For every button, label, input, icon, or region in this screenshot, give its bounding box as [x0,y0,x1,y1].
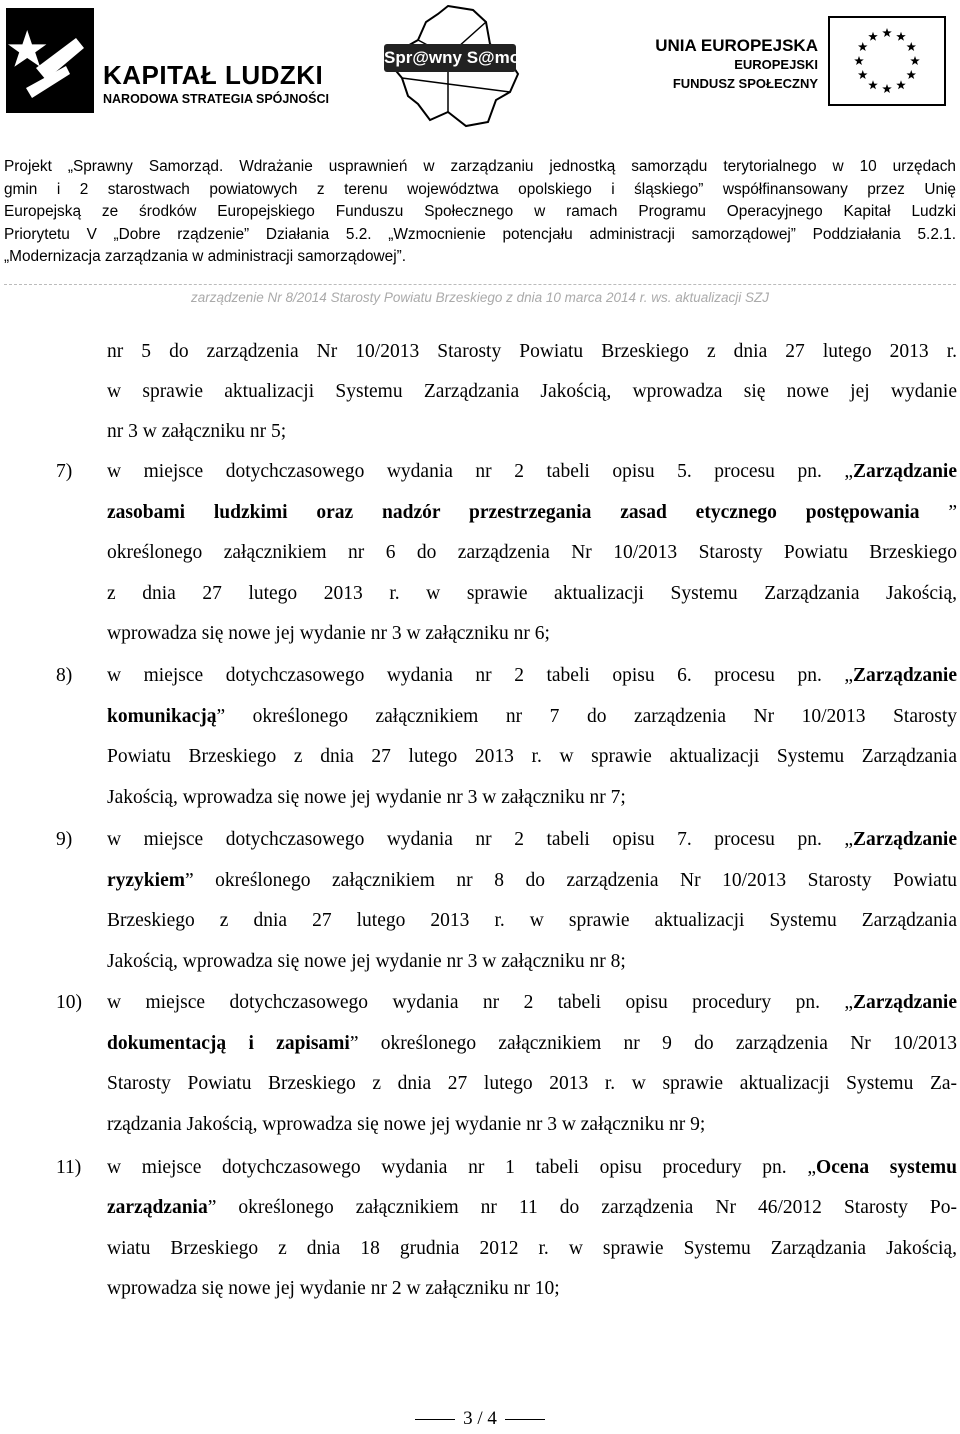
item-11-line-4: wprowadza się nowe jej wydanie nr 2 w załączniku nr 10; [107,1278,560,1299]
item-9-text-2: ” określonego załącznikiem nr 8 do zarządzenia Nr 10/2013 Starosty Powiatu [184,870,957,891]
item-11-bold: Ocena systemu [816,1157,957,1178]
item-7-line-2 [107,498,957,528]
item-7-bold: Zarządzanie [853,461,957,482]
project-line-4: Priorytetu V „Dobre rządzenie” Działania 5.2. „Wzmocnienie potencjału administracji samorządowej” Poddziałania 5.2.1. [4,225,956,243]
intro-line-2: w sprawie aktualizacji Systemu Zarządzania Jakością, wprowadza się nowe jej wydanie [107,381,957,402]
header-divider [4,284,956,285]
kapital-ludzki-title: KAPITAŁ LUDZKI [103,60,324,90]
project-line-5: „Modernizacja zarządzania w administracji samorządowej”. [4,248,407,265]
item-11-text: w miejsce dotychczasowego wydania nr 1 tabeli opisu procedury pn. „ [107,1157,817,1178]
eu-line1: UNIA EUROPEJSKA [655,36,818,55]
item-11-text-2: ” określonego załącznikiem nr 11 do zarządzenia Nr 46/2012 Starosty Po- [207,1197,957,1218]
intro-line-1: nr 5 do zarządzenia Nr 10/2013 Starosty Powiatu Brzeskiego z dnia 27 lutego 2013 r. [107,341,957,362]
header-logos [0,0,960,135]
item-11-line-3: wiatu Brzeskiego z dnia 18 grudnia 2012 r. w sprawie Systemu Zarządzania Jakością, [107,1238,957,1259]
project-description [4,156,956,269]
item-8-text: w miejsce dotychczasowego wydania nr 2 tabeli opisu 6. procesu pn. „ [107,665,854,686]
item-7-bold-2: zasobami ludzkimi oraz nadzór przestrzegania zasad etycznego postępowania [107,502,920,523]
item-9-bold-2: ryzykiem [107,870,185,891]
item-8-line-1 [107,661,957,691]
item-8-line-4: Jakością, wprowadza się nowe jej wydanie nr 3 w załączniku nr 7; [107,787,626,808]
kapital-ludzki-emblem-icon [6,8,94,113]
item-10-line-4: rządzania Jakością, wprowadza się nowe jej wydanie nr 3 w załączniku nr 9; [107,1114,706,1135]
intro-line-3: nr 3 w załączniku nr 5; [107,421,287,442]
item-10-line-1 [107,988,957,1018]
item-8-number: 8) [56,665,73,686]
page-footer [0,1408,960,1430]
item-9-text: w miejsce dotychczasowego wydania nr 2 tabeli opisu 7. procesu pn. „ [107,829,854,850]
eu-line2: EUROPEJSKI [734,57,818,72]
item-7-text: w miejsce dotychczasowego wydania nr 2 tabeli opisu 5. procesu pn. „ [107,461,854,482]
item-9-line-1 [107,825,957,855]
item-10-text-2: ” określonego załącznikiem nr 9 do zarządzenia Nr 10/2013 [349,1033,957,1054]
item-10-text: w miejsce dotychczasowego wydania nr 2 tabeli opisu procedury pn. „ [107,992,854,1013]
item-10-bold: Zarządzanie [853,992,957,1013]
item-10-line-2 [107,1029,957,1059]
eu-text-block [640,36,818,93]
item-9-line-2 [107,866,957,896]
item-8-bold: Zarządzanie [853,665,957,686]
item-8-line-3: Powiatu Brzeskiego z dnia 27 lutego 2013 r. w sprawie aktualizacji Systemu Zarządzania [107,746,957,767]
item-7-line-3: określonego załącznikiem nr 6 do zarządzenia Nr 10/2013 Starosty Powiatu Brzeskiego [107,542,957,563]
item-10-number: 10) [56,992,82,1013]
footer-dash-right [505,1419,545,1420]
sprawny-samorzad-title: Spr@wny S@morząd [384,44,516,72]
item-10-line-3: Starosty Powiatu Brzeskiego z dnia 27 lutego 2013 r. w sprawie aktualizacji Systemu Za- [107,1073,957,1094]
item-7-line-1 [107,457,957,487]
footer-dash-left [415,1419,455,1420]
item-7-number: 7) [56,461,73,482]
item-9-bold: Zarządzanie [853,829,957,850]
item-7-quote: ” [948,502,957,523]
eu-flag-icon [828,16,946,106]
page-number: 3 / 4 [463,1408,497,1429]
item-9-line-3: Brzeskiego z dnia 27 lutego 2013 r. w sprawie aktualizacji Systemu Zarządzania [107,910,957,931]
item-11-line-2 [107,1193,957,1223]
item-8-bold-2: komunikacją [107,706,217,727]
item-11-bold-2: zarządzania [107,1197,208,1218]
project-line-1: Projekt „Sprawny Samorząd. Wdrażanie usprawnień w zarządzaniu jednostką samorządu terytorialnego w 10 urzędach [4,158,956,175]
item-11-number: 11) [56,1157,82,1178]
item-8-text-2: ” określonego załącznikiem nr 7 do zarządzenia Nr 10/2013 Starosty [216,706,957,727]
eu-line3: FUNDUSZ SPOŁECZNY [672,76,818,91]
item-10-bold-2: dokumentacją i zapisami [107,1033,350,1054]
item-7-line-4: z dnia 27 lutego 2013 r. w sprawie aktualizacji Systemu Zarządzania Jakością, [107,583,957,604]
project-line-2: gmin i 2 starostwach powiatowych z terenu województwa opolskiego i śląskiego” współfinansowany przez Unię [4,180,956,198]
item-9-line-4: Jakością, wprowadza się nowe jej wydanie nr 3 w załączniku nr 8; [107,951,626,972]
project-line-3: Europejską ze środków Europejskiego Funduszu Społecznego w ramach Programu Operacyjnego Kapitał Ludzki [4,203,956,220]
header-reference: zarządzenie Nr 8/2014 Starosty Powiatu Brzeskiego z dnia 10 marca 2014 r. ws. aktualizacji SZJ [190,290,770,305]
item-9-number: 9) [56,829,73,850]
item-8-line-2 [107,702,957,732]
item-7-line-5: wprowadza się nowe jej wydanie nr 3 w załączniku nr 6; [107,623,550,644]
item-11-line-1 [107,1153,957,1183]
kapital-ludzki-subtitle: NARODOWA STRATEGIA SPÓJNOŚCI [103,92,329,106]
kapital-ludzki-logo [6,8,336,113]
